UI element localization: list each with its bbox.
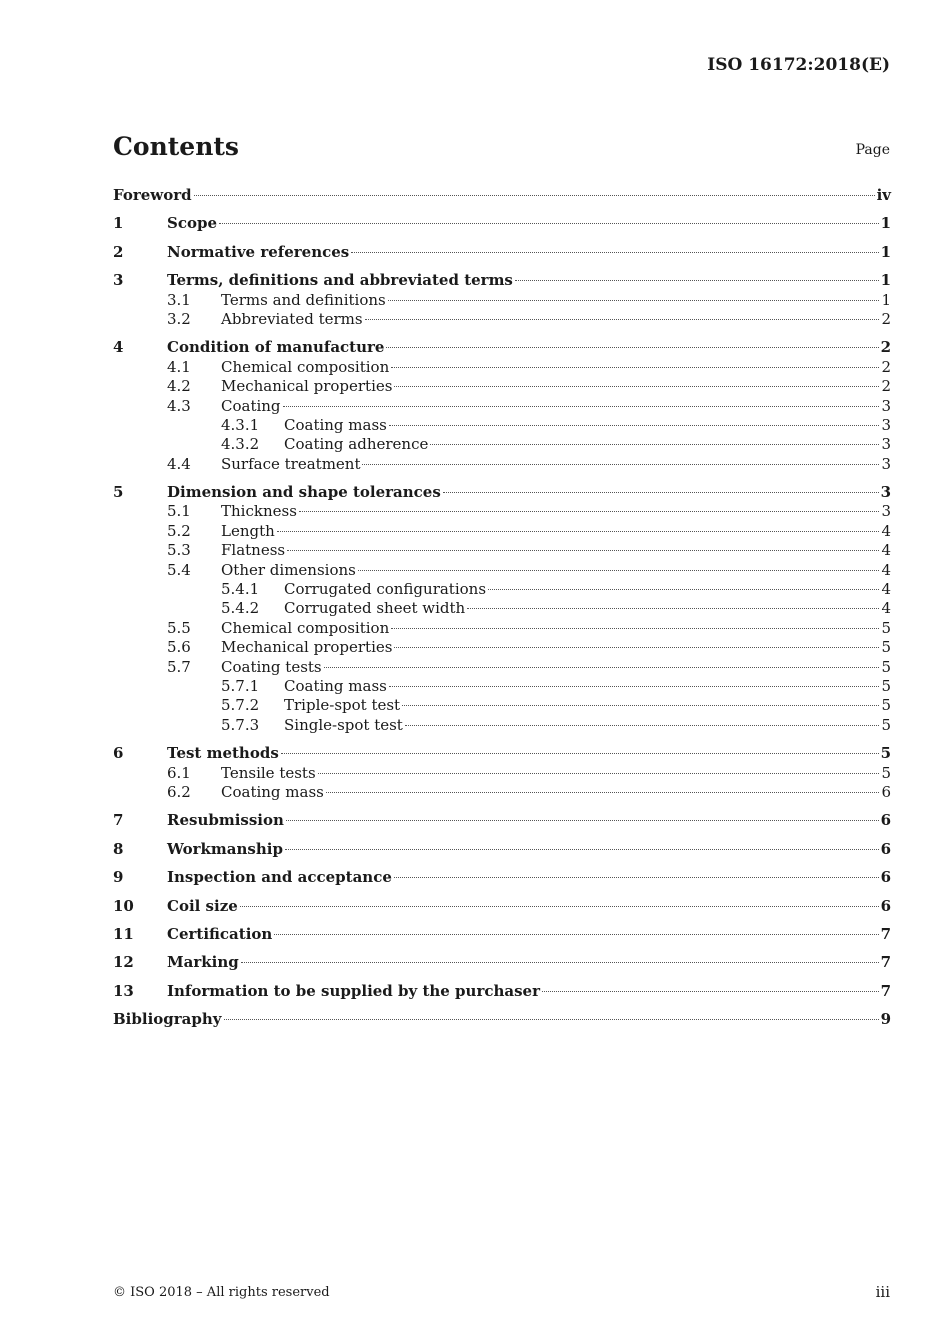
toc-entry-page: 3 <box>881 435 891 454</box>
toc-entry-number: 2 <box>113 242 124 261</box>
toc-entry[interactable] <box>113 483 891 502</box>
toc-entry[interactable] <box>113 522 891 541</box>
toc-entry[interactable] <box>113 716 891 735</box>
dot-leader <box>405 724 880 726</box>
dot-leader <box>391 627 879 629</box>
toc-entry[interactable] <box>113 435 891 454</box>
toc-entry-title: Coating adherence <box>284 435 429 454</box>
toc-entry-number: 3.1 <box>167 290 191 309</box>
toc-entry-title: Certification <box>167 924 273 943</box>
toc-entry-title: Terms, definitions and abbreviated terms <box>167 271 513 290</box>
toc-entry-number: 4.1 <box>167 357 191 376</box>
toc-entry-title: Marking <box>167 953 239 972</box>
toc-entry-page: 6 <box>880 868 891 887</box>
toc-entry-title: Resubmission <box>167 811 284 830</box>
dot-leader <box>362 463 879 465</box>
toc-entry[interactable] <box>113 214 891 233</box>
toc-entry-page: 3 <box>881 502 891 521</box>
toc-entry-page: 5 <box>881 638 891 657</box>
toc-entry-page: 7 <box>880 953 891 972</box>
toc-entry-title: Length <box>221 521 275 540</box>
toc-entry[interactable] <box>113 764 891 783</box>
toc-entry-title: Triple-spot test <box>284 696 401 715</box>
dot-leader <box>326 791 880 793</box>
toc-entry[interactable] <box>113 243 891 262</box>
toc-entry-title: Bibliography <box>113 1010 222 1029</box>
toc-entry-number: 9 <box>113 868 124 887</box>
toc-entry-number: 13 <box>113 981 134 1000</box>
toc-entry-title: Inspection and acceptance <box>167 868 392 887</box>
dot-leader <box>318 772 880 774</box>
toc-entry-number: 6 <box>113 744 124 763</box>
toc-entry[interactable] <box>113 868 891 887</box>
dot-leader <box>389 685 880 687</box>
toc-entry[interactable] <box>113 561 891 580</box>
toc-entry-title: Coating mass <box>284 676 387 695</box>
page-title: Contents <box>113 132 240 161</box>
table-of-contents <box>113 186 891 1029</box>
toc-entry-number: 6.2 <box>167 782 191 801</box>
toc-entry-page: 1 <box>880 214 891 233</box>
toc-entry[interactable] <box>113 658 891 677</box>
toc-entry-page: 3 <box>881 415 891 434</box>
toc-entry-title: Dimension and shape tolerances <box>167 483 441 502</box>
toc-entry[interactable] <box>113 338 891 357</box>
toc-entry-title: Workmanship <box>167 839 283 858</box>
toc-entry[interactable] <box>113 982 891 1001</box>
dot-leader <box>488 588 879 590</box>
toc-entry-number: 5.7 <box>167 657 191 676</box>
dot-leader <box>194 194 875 196</box>
dot-leader <box>358 569 880 571</box>
toc-entry-page: 3 <box>880 483 891 502</box>
dot-leader <box>515 279 879 281</box>
toc-entry-page: 5 <box>881 676 891 695</box>
toc-entry-page: 6 <box>881 782 891 801</box>
toc-entry[interactable] <box>113 953 891 972</box>
toc-entry[interactable] <box>113 580 891 599</box>
toc-entry[interactable] <box>113 599 891 618</box>
toc-entry-title: Information to be supplied by the purchaser <box>167 981 540 1000</box>
dot-leader <box>386 346 878 348</box>
toc-entry-title: Normative references <box>167 242 350 261</box>
toc-entry[interactable] <box>113 840 891 859</box>
toc-entry-title: Thickness <box>221 502 297 521</box>
toc-entry-number: 4.3.1 <box>221 415 260 434</box>
toc-entry-title: Condition of manufacture <box>167 338 385 357</box>
toc-entry-number: 4.4 <box>167 454 191 473</box>
toc-entry-page: 5 <box>881 618 891 637</box>
toc-entry-title: Coating mass <box>221 782 324 801</box>
toc-entry-page: 1 <box>880 271 891 290</box>
dot-leader <box>467 607 879 609</box>
toc-entry-page: 2 <box>881 357 891 376</box>
toc-entry-number: 5.7.1 <box>221 676 260 695</box>
toc-entry-page: 4 <box>881 521 891 540</box>
toc-entry-page: 4 <box>881 541 891 560</box>
dot-leader <box>391 366 879 368</box>
dot-leader <box>274 933 878 935</box>
toc-entry-number: 5.7.2 <box>221 696 260 715</box>
toc-entry-page: 2 <box>880 338 891 357</box>
toc-entry[interactable] <box>113 310 891 329</box>
toc-entry[interactable] <box>113 502 891 521</box>
toc-entry-title: Surface treatment <box>221 454 361 473</box>
toc-entry-page: 7 <box>880 981 891 1000</box>
dot-leader <box>285 848 879 850</box>
toc-entry-page: 6 <box>880 811 891 830</box>
toc-entry-number: 4.2 <box>167 377 191 396</box>
toc-entry[interactable] <box>113 271 891 290</box>
toc-entry[interactable] <box>113 455 891 474</box>
toc-entry-page: 2 <box>881 377 891 396</box>
toc-entry-page: 6 <box>880 839 891 858</box>
toc-entry-page: 3 <box>881 396 891 415</box>
toc-entry[interactable] <box>113 677 891 696</box>
toc-entry-number: 5.4 <box>167 560 191 579</box>
toc-entry-number: 3.2 <box>167 309 191 328</box>
toc-entry-number: 5 <box>113 483 124 502</box>
toc-entry-page: 2 <box>881 309 891 328</box>
toc-entry-number: 3 <box>113 271 124 290</box>
toc-entry[interactable] <box>113 619 891 638</box>
toc-entry[interactable] <box>113 744 891 763</box>
toc-entry-number: 5.3 <box>167 541 191 560</box>
toc-entry[interactable] <box>113 897 891 916</box>
dot-leader <box>241 961 879 963</box>
toc-entry-page: 1 <box>880 242 891 261</box>
toc-entry-number: 11 <box>113 924 134 943</box>
dot-leader <box>394 385 879 387</box>
dot-leader <box>281 752 879 754</box>
toc-entry-number: 5.1 <box>167 502 191 521</box>
toc-entry-title: Other dimensions <box>221 560 356 579</box>
toc-entry[interactable] <box>113 186 891 205</box>
toc-entry[interactable] <box>113 696 891 715</box>
toc-entry[interactable] <box>113 416 891 435</box>
toc-entry-title: Abbreviated terms <box>221 309 363 328</box>
toc-entry-title: Chemical composition <box>221 357 390 376</box>
toc-entry[interactable] <box>113 377 891 396</box>
toc-entry-page: iv <box>876 186 891 204</box>
toc-entry[interactable] <box>113 783 891 802</box>
toc-entry-title: Corrugated configurations <box>284 580 487 599</box>
toc-entry-number: 5.2 <box>167 521 191 540</box>
toc-entry-page: 7 <box>880 924 891 943</box>
dot-leader <box>277 530 880 532</box>
toc-entry[interactable] <box>113 811 891 830</box>
dot-leader <box>240 905 879 907</box>
toc-entry-number: 4.3 <box>167 396 191 415</box>
toc-entry[interactable] <box>113 1010 891 1029</box>
toc-entry-title: Coating tests <box>221 657 322 676</box>
toc-entry[interactable] <box>113 541 891 560</box>
toc-entry-number: 4.3.2 <box>221 435 260 454</box>
toc-entry-number: 8 <box>113 839 124 858</box>
footer-copyright: © ISO 2018 – All rights reserved <box>113 1285 330 1300</box>
document-id: ISO 16172:2018(E) <box>707 55 890 75</box>
toc-entry-title: Test methods <box>167 744 279 763</box>
dot-leader <box>388 299 880 301</box>
dot-leader <box>402 704 879 706</box>
footer-page-number: iii <box>875 1283 890 1301</box>
toc-entry-number: 5.5 <box>167 618 191 637</box>
page-column-label: Page <box>855 142 890 158</box>
toc-entry-number: 5.6 <box>167 638 191 657</box>
toc-entry-title: Tensile tests <box>221 763 316 782</box>
toc-entry-number: 4 <box>113 338 124 357</box>
dot-leader <box>286 819 879 821</box>
toc-entry[interactable] <box>113 291 891 310</box>
toc-entry-title: Mechanical properties <box>221 377 393 396</box>
toc-entry-number: 5.4.2 <box>221 599 260 618</box>
toc-entry-page: 4 <box>881 580 891 599</box>
toc-entry-title: Coating mass <box>284 415 387 434</box>
dot-leader <box>394 876 879 878</box>
toc-entry-number: 5.4.1 <box>221 580 260 599</box>
toc-entry-page: 6 <box>880 896 891 915</box>
dot-leader <box>224 1018 879 1020</box>
toc-entry-title: Mechanical properties <box>221 638 393 657</box>
dot-leader <box>542 990 879 992</box>
dot-leader <box>394 646 879 648</box>
toc-entry-page: 4 <box>881 599 891 618</box>
toc-entry-title: Single-spot test <box>284 715 403 734</box>
toc-entry-page: 3 <box>881 454 891 473</box>
toc-entry-page: 1 <box>881 290 891 309</box>
toc-entry[interactable] <box>113 397 891 416</box>
toc-entry-title: Chemical composition <box>221 618 390 637</box>
toc-entry-page: 5 <box>880 744 891 763</box>
dot-leader <box>219 222 879 224</box>
toc-entry-page: 5 <box>881 696 891 715</box>
toc-entry-title: Terms and definitions <box>221 290 386 309</box>
dot-leader <box>351 251 878 253</box>
dot-leader <box>324 666 880 668</box>
toc-entry[interactable] <box>113 925 891 944</box>
toc-entry-title: Coating <box>221 396 281 415</box>
dot-leader <box>389 424 880 426</box>
toc-entry-number: 12 <box>113 953 134 972</box>
toc-entry-page: 4 <box>881 560 891 579</box>
toc-entry[interactable] <box>113 638 891 657</box>
toc-entry-page: 5 <box>881 763 891 782</box>
toc-entry-page: 5 <box>881 715 891 734</box>
dot-leader <box>430 443 879 445</box>
dot-leader <box>287 549 879 551</box>
dot-leader <box>443 491 879 493</box>
dot-leader <box>283 405 880 407</box>
toc-entry-number: 5.7.3 <box>221 715 260 734</box>
toc-entry-title: Coil size <box>167 896 238 915</box>
toc-entry-page: 9 <box>880 1010 891 1029</box>
toc-entry-title: Corrugated sheet width <box>284 599 466 618</box>
toc-entry-number: 6.1 <box>167 763 191 782</box>
dot-leader <box>365 318 880 320</box>
toc-entry-number: 7 <box>113 811 124 830</box>
dot-leader <box>299 510 880 512</box>
toc-entry-title: Scope <box>167 214 218 233</box>
toc-entry-number: 10 <box>113 896 134 915</box>
toc-entry-number: 1 <box>113 214 124 233</box>
toc-entry-page: 5 <box>881 657 891 676</box>
toc-entry-title: Flatness <box>221 541 286 560</box>
toc-entry[interactable] <box>113 358 891 377</box>
toc-entry-title: Foreword <box>113 186 192 204</box>
